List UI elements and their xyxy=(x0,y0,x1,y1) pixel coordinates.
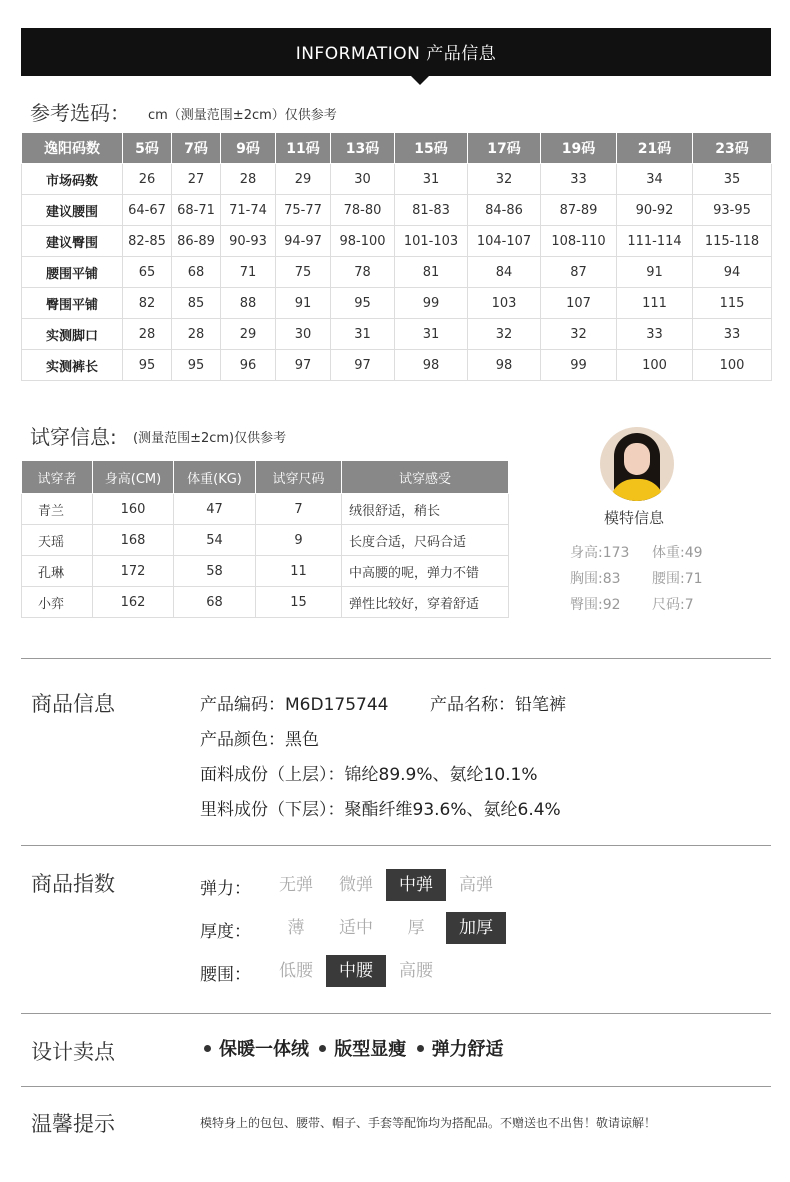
size-header-cell: 7码 xyxy=(172,133,221,164)
model-weight: 体重:49 xyxy=(652,545,703,561)
size-cell: 97 xyxy=(276,350,331,381)
size-cell: 26 xyxy=(123,164,172,195)
model-info-label: 模特信息 xyxy=(604,509,665,527)
size-cell: 78-80 xyxy=(331,195,395,226)
divider xyxy=(21,658,771,659)
size-cell: 71-74 xyxy=(221,195,276,226)
size-cell: 68 xyxy=(172,257,221,288)
tryon-section-note: (测量范围±2cm)仅供参考 xyxy=(133,431,287,446)
elasticity-option: 微弹 xyxy=(339,875,373,895)
size-cell: 93-95 xyxy=(693,195,772,226)
elasticity-option: 无弹 xyxy=(279,875,313,895)
tryon-cell: 162 xyxy=(93,587,174,618)
product-code: 产品编码：M6D175744 xyxy=(200,695,389,715)
size-cell: 100 xyxy=(617,350,693,381)
size-cell: 95 xyxy=(123,350,172,381)
divider xyxy=(21,845,771,846)
tryon-section-title: 试穿信息: xyxy=(30,425,117,449)
product-info-label: 商品信息 xyxy=(31,692,115,716)
product-inner-fabric: 里料成份（下层）：聚酯纤维93.6%、氨纶6.4% xyxy=(200,800,561,820)
size-cell: 108-110 xyxy=(541,226,617,257)
waist-option: 高腰 xyxy=(399,961,433,981)
size-header-cell: 5码 xyxy=(123,133,172,164)
size-cell: 33 xyxy=(541,164,617,195)
index-label: 商品指数 xyxy=(31,872,115,896)
size-header-label: 逸阳码数 xyxy=(22,133,123,164)
size-cell: 91 xyxy=(617,257,693,288)
size-cell: 91 xyxy=(276,288,331,319)
size-cell: 98-100 xyxy=(331,226,395,257)
size-row xyxy=(22,350,772,381)
header-title: INFORMATION 产品信息 xyxy=(295,44,497,64)
size-cell: 81-83 xyxy=(395,195,468,226)
size-row-label: 建议臀围 xyxy=(22,226,123,257)
thickness-option-selected: 加厚 xyxy=(446,912,506,944)
thickness-key: 厚度： xyxy=(200,922,251,942)
design-points xyxy=(200,1035,504,1061)
size-cell: 98 xyxy=(468,350,541,381)
tryon-header-cell: 试穿尺码 xyxy=(256,461,342,494)
model-height: 身高:173 xyxy=(570,545,630,561)
size-header-cell: 23码 xyxy=(693,133,772,164)
tryon-feel: 中高腰的呢，弹力不错 xyxy=(342,556,509,587)
tryon-header-cell: 试穿感受 xyxy=(342,461,509,494)
tryon-cell: 54 xyxy=(174,525,256,556)
elasticity-key: 弹力： xyxy=(200,879,251,899)
tryon-cell: 47 xyxy=(174,494,256,525)
size-cell: 115-118 xyxy=(693,226,772,257)
size-cell: 75-77 xyxy=(276,195,331,226)
bullet-dot xyxy=(417,1045,424,1052)
size-section-title: 参考选码： xyxy=(30,101,130,125)
thickness-option: 厚 xyxy=(407,918,425,938)
waist-option: 低腰 xyxy=(279,961,313,981)
tryon-feel: 绒很舒适，稍长 xyxy=(342,494,509,525)
divider xyxy=(21,1013,771,1014)
size-row xyxy=(22,164,772,195)
size-cell: 85 xyxy=(172,288,221,319)
size-cell: 100 xyxy=(693,350,772,381)
tryon-cell: 11 xyxy=(256,556,342,587)
tryon-cell: 68 xyxy=(174,587,256,618)
elasticity-option-selected: 中弹 xyxy=(386,869,446,901)
size-cell: 31 xyxy=(395,164,468,195)
product-name: 产品名称：铅笔裤 xyxy=(430,695,566,715)
size-header-cell: 11码 xyxy=(276,133,331,164)
size-header-cell: 19码 xyxy=(541,133,617,164)
size-cell: 29 xyxy=(276,164,331,195)
avatar-face xyxy=(624,443,650,475)
size-cell: 99 xyxy=(395,288,468,319)
size-header-cell: 17码 xyxy=(468,133,541,164)
size-cell: 82-85 xyxy=(123,226,172,257)
waist-option-selected: 中腰 xyxy=(326,955,386,987)
size-row-label: 实测脚口 xyxy=(22,319,123,350)
size-cell: 104-107 xyxy=(468,226,541,257)
size-cell: 84 xyxy=(468,257,541,288)
model-hip: 臀围:92 xyxy=(570,597,621,613)
design-point: 保暖一体绒 xyxy=(219,1039,309,1060)
tryon-row xyxy=(22,525,509,556)
size-header-cell: 9码 xyxy=(221,133,276,164)
size-row-label: 建议腰围 xyxy=(22,195,123,226)
model-avatar xyxy=(600,427,674,501)
size-cell: 81 xyxy=(395,257,468,288)
size-header-cell: 13码 xyxy=(331,133,395,164)
tryon-name: 小弈 xyxy=(22,587,93,618)
size-cell: 33 xyxy=(693,319,772,350)
tryon-cell: 9 xyxy=(256,525,342,556)
tryon-cell: 168 xyxy=(93,525,174,556)
bullet-dot xyxy=(319,1045,326,1052)
design-point: 弹力舒适 xyxy=(431,1039,504,1060)
size-cell: 28 xyxy=(221,164,276,195)
model-size: 尺码:7 xyxy=(652,597,694,613)
size-cell: 97 xyxy=(331,350,395,381)
size-cell: 98 xyxy=(395,350,468,381)
model-chest: 胸围:83 xyxy=(570,571,621,587)
size-cell: 29 xyxy=(221,319,276,350)
size-cell: 65 xyxy=(123,257,172,288)
thickness-option: 适中 xyxy=(339,918,373,938)
tryon-name: 天瑶 xyxy=(22,525,93,556)
thickness-option: 薄 xyxy=(287,918,305,938)
tryon-cell: 15 xyxy=(256,587,342,618)
size-cell: 75 xyxy=(276,257,331,288)
size-cell: 115 xyxy=(693,288,772,319)
tryon-name: 孔琳 xyxy=(22,556,93,587)
tryon-cell: 160 xyxy=(93,494,174,525)
size-cell: 35 xyxy=(693,164,772,195)
tryon-cell: 172 xyxy=(93,556,174,587)
tryon-row xyxy=(22,556,509,587)
tryon-table xyxy=(21,460,509,618)
size-cell: 111-114 xyxy=(617,226,693,257)
size-cell: 107 xyxy=(541,288,617,319)
size-cell: 32 xyxy=(468,164,541,195)
size-cell: 30 xyxy=(331,164,395,195)
product-outer-fabric: 面料成份（上层）：锦纶89.9%、氨纶10.1% xyxy=(200,765,538,785)
size-cell: 87 xyxy=(541,257,617,288)
size-row-label: 腰围平铺 xyxy=(22,257,123,288)
size-cell: 94 xyxy=(693,257,772,288)
size-row xyxy=(22,288,772,319)
notice-label: 温馨提示 xyxy=(31,1112,115,1136)
size-cell: 101-103 xyxy=(395,226,468,257)
size-table xyxy=(21,132,772,381)
size-cell: 95 xyxy=(172,350,221,381)
size-cell: 32 xyxy=(541,319,617,350)
size-cell: 28 xyxy=(123,319,172,350)
bullet-dot xyxy=(204,1045,211,1052)
design-point: 版型显瘦 xyxy=(334,1039,407,1060)
design-label: 设计卖点 xyxy=(31,1040,115,1064)
size-cell: 27 xyxy=(172,164,221,195)
notice-text: 模特身上的包包、腰带、帽子、手套等配饰均为搭配品。不赠送也不出售！敬请谅解！ xyxy=(200,1116,657,1130)
elasticity-option: 高弹 xyxy=(459,875,493,895)
size-cell: 30 xyxy=(276,319,331,350)
size-cell: 31 xyxy=(395,319,468,350)
size-cell: 84-86 xyxy=(468,195,541,226)
tryon-feel: 长度合适，尺码合适 xyxy=(342,525,509,556)
tryon-row xyxy=(22,494,509,525)
size-cell: 32 xyxy=(468,319,541,350)
size-cell: 82 xyxy=(123,288,172,319)
size-cell: 68-71 xyxy=(172,195,221,226)
size-cell: 86-89 xyxy=(172,226,221,257)
tryon-row xyxy=(22,587,509,618)
size-cell: 95 xyxy=(331,288,395,319)
size-row-label: 实测裤长 xyxy=(22,350,123,381)
size-cell: 31 xyxy=(331,319,395,350)
tryon-header-cell: 体重(KG) xyxy=(174,461,256,494)
model-waist: 腰围:71 xyxy=(652,571,703,587)
waist-key: 腰围： xyxy=(200,965,251,985)
size-row xyxy=(22,195,772,226)
size-cell: 90-92 xyxy=(617,195,693,226)
size-cell: 90-93 xyxy=(221,226,276,257)
size-cell: 94-97 xyxy=(276,226,331,257)
product-color: 产品颜色：黑色 xyxy=(200,730,319,750)
size-cell: 64-67 xyxy=(123,195,172,226)
size-cell: 99 xyxy=(541,350,617,381)
size-header-cell: 15码 xyxy=(395,133,468,164)
size-row-label: 臀围平铺 xyxy=(22,288,123,319)
size-cell: 96 xyxy=(221,350,276,381)
header-bar xyxy=(21,28,771,76)
size-header-cell: 21码 xyxy=(617,133,693,164)
size-cell: 34 xyxy=(617,164,693,195)
size-row xyxy=(22,319,772,350)
size-cell: 71 xyxy=(221,257,276,288)
size-cell: 78 xyxy=(331,257,395,288)
tryon-cell: 58 xyxy=(174,556,256,587)
size-cell: 103 xyxy=(468,288,541,319)
size-cell: 33 xyxy=(617,319,693,350)
size-section-note: cm（测量范围±2cm）仅供参考 xyxy=(148,108,337,123)
size-cell: 88 xyxy=(221,288,276,319)
tryon-header-cell: 试穿者 xyxy=(22,461,93,494)
tryon-name: 青兰 xyxy=(22,494,93,525)
size-cell: 87-89 xyxy=(541,195,617,226)
tryon-feel: 弹性比较好，穿着舒适 xyxy=(342,587,509,618)
header-notch xyxy=(411,76,429,85)
divider xyxy=(21,1086,771,1087)
tryon-header-cell: 身高(CM) xyxy=(93,461,174,494)
size-row-label: 市场码数 xyxy=(22,164,123,195)
size-row xyxy=(22,226,772,257)
tryon-cell: 7 xyxy=(256,494,342,525)
size-cell: 28 xyxy=(172,319,221,350)
size-row xyxy=(22,257,772,288)
size-cell: 111 xyxy=(617,288,693,319)
